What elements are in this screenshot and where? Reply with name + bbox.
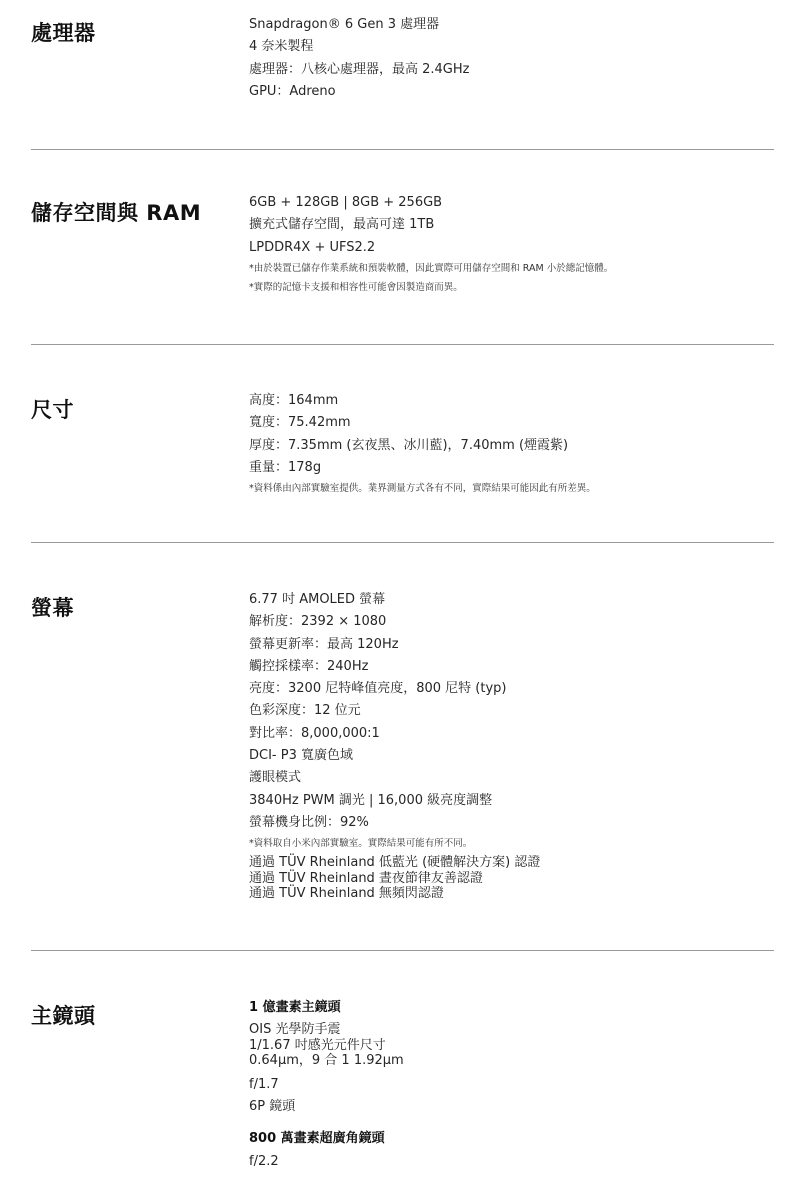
- display-screen-ratio: 螢幕機身比例：92%: [249, 814, 369, 830]
- storage-title: 儲存空間與 RAM: [31, 201, 202, 225]
- main-camera-title: 主鏡頭: [31, 1004, 96, 1028]
- display-certifications: [249, 855, 779, 902]
- divider: [31, 344, 774, 345]
- display-color-depth: 色彩深度：12 位元: [249, 703, 361, 719]
- storage-note: *由於裝置已儲存作業系統和預裝軟體，因此實際可用儲存空間和 RAM 小於總記憶體。: [249, 262, 614, 274]
- display-touch-sampling: 觸控採樣率：240Hz: [249, 658, 369, 674]
- storage-note: *實際的記憶卡支援和相容性可能會因製造商而異。: [249, 281, 463, 293]
- display-certification: 通過 TÜV Rheinland 低藍光 (硬體解決方案) 認證: [249, 855, 541, 871]
- display-certification: 通過 TÜV Rheinland 晝夜節律友善認證: [249, 870, 483, 886]
- primary-camera-aperture: f/1.7: [249, 1076, 279, 1092]
- divider: [31, 950, 774, 951]
- dimensions-width: 寬度：75.42mm: [249, 415, 351, 431]
- dimensions-weight: 重量：178g: [249, 459, 322, 475]
- ultrawide-camera-heading: 800 萬畫素超廣角鏡頭: [249, 1131, 385, 1147]
- processor-chip: Snapdragon® 6 Gen 3 處理器: [249, 17, 440, 32]
- main-camera-specs: [249, 997, 779, 1173]
- processor-title: 處理器: [31, 21, 96, 45]
- display-note: *資料取自小米內部實驗室。實際結果可能有所不同。: [249, 838, 473, 850]
- dimensions-thickness: 厚度：7.35mm (玄夜黑、冰川藍)，7.40mm (煙霞紫): [249, 437, 569, 453]
- display-refresh-rate: 螢幕更新率：最高 120Hz: [249, 636, 399, 652]
- primary-camera-sensor: [249, 1022, 779, 1069]
- display-specs: [249, 589, 779, 902]
- divider: [31, 149, 774, 150]
- dimensions-note: *資料係由內部實驗室提供。業界測量方式各有不同，實際結果可能因此有所差異。: [249, 483, 596, 495]
- storage-configs: 6GB + 128GB | 8GB + 256GB: [249, 195, 443, 210]
- primary-camera-sensor-size: 1/1.67 吋感光元件尺寸: [249, 1037, 386, 1053]
- divider: [31, 542, 774, 543]
- display-color-gamut: DCI- P3 寬廣色域: [249, 748, 353, 764]
- dimensions-title: 尺寸: [31, 398, 74, 422]
- primary-camera-lens: 6P 鏡頭: [249, 1099, 296, 1115]
- dimensions-height: 高度：164mm: [249, 393, 339, 408]
- primary-camera-ois: OIS 光學防手震: [249, 1022, 341, 1038]
- display-pwm: 3840Hz PWM 調光 | 16,000 級亮度調整: [249, 792, 493, 808]
- display-title: 螢幕: [31, 596, 74, 620]
- ultrawide-camera-aperture: f/2.2: [249, 1153, 279, 1169]
- display-panel: 6.77 吋 AMOLED 螢幕: [249, 592, 386, 607]
- processor-cpu: 處理器：八核心處理器，最高 2.4GHz: [249, 61, 470, 77]
- display-eye-care: 護眼模式: [249, 770, 302, 786]
- display-brightness: 亮度：3200 尼特峰值亮度，800 尼特 (typ): [249, 681, 507, 697]
- processor-gpu: GPU：Adreno: [249, 83, 336, 99]
- primary-camera-heading: 1 億畫素主鏡頭: [249, 1000, 341, 1015]
- processor-specs: [249, 14, 779, 103]
- storage-memory-type: LPDDR4X + UFS2.2: [249, 239, 376, 255]
- processor-process-node: 4 奈米製程: [249, 39, 314, 55]
- dimensions-specs: [249, 390, 779, 498]
- storage-expandable: 擴充式儲存空間，最高可達 1TB: [249, 217, 435, 233]
- primary-camera-pixel-size: 0.64μm，9 合 1 1.92μm: [249, 1053, 404, 1069]
- storage-specs: [249, 192, 779, 297]
- display-resolution: 解析度：2392 × 1080: [249, 614, 387, 630]
- display-certification: 通過 TÜV Rheinland 無頻閃認證: [249, 886, 444, 902]
- display-contrast: 對比率：8,000,000:1: [249, 725, 380, 741]
